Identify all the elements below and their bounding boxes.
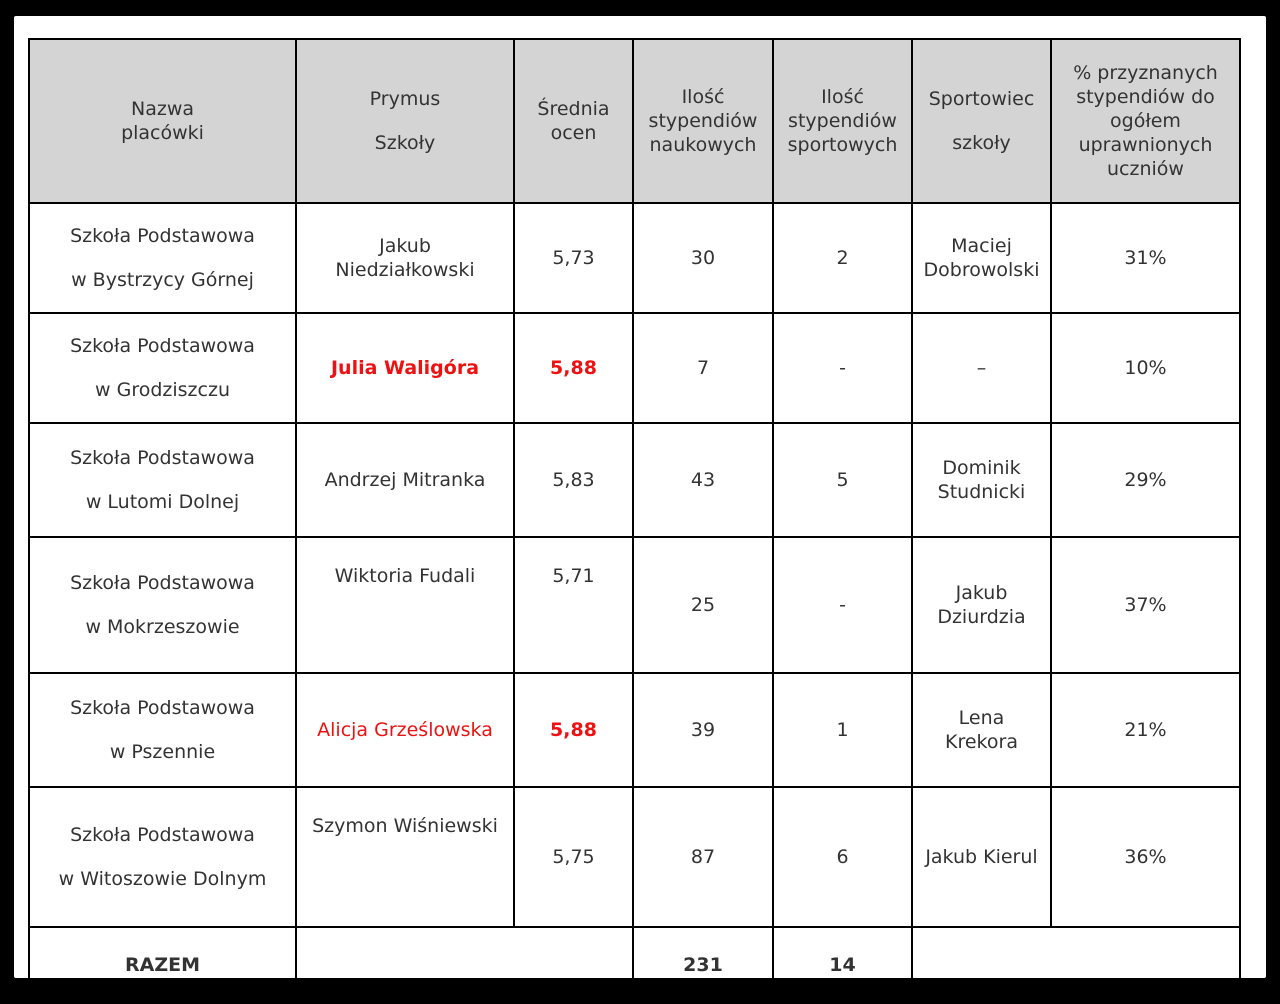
total-label: RAZEM <box>29 927 296 1003</box>
cell-top-student: Alicja Grześlowska <box>296 673 514 787</box>
header-sport-line1: Ilość <box>821 86 864 108</box>
school-line2: w Mokrzeszowie <box>85 616 240 638</box>
cell-average: 5,83 <box>514 423 633 537</box>
athlete-line1: Jakub <box>955 582 1008 604</box>
top-student-line1: Jakub <box>379 235 431 257</box>
cell-school <box>29 203 296 313</box>
table-row <box>29 203 1240 313</box>
cell-percent: 10% <box>1051 313 1240 423</box>
athlete-line2: Studnicki <box>937 481 1026 503</box>
table-row <box>29 787 1240 927</box>
total-empty-right <box>912 927 1240 1003</box>
athlete-line1: Dominik <box>942 457 1021 479</box>
cell-percent: 31% <box>1051 203 1240 313</box>
header-sport-line3: sportowych <box>787 134 898 156</box>
cell-science: 7 <box>633 313 773 423</box>
cell-top-student: Wiktoria Fudali <box>296 537 514 673</box>
cell-top-student <box>296 203 514 313</box>
cell-percent: 36% <box>1051 787 1240 927</box>
header-average-line1: Średnia <box>537 98 610 120</box>
athlete-line2: Dobrowolski <box>923 259 1040 281</box>
cell-sport: 2 <box>773 203 912 313</box>
scholarship-table <box>28 38 1241 1004</box>
header-average-line2: ocen <box>550 122 597 144</box>
cell-science: 39 <box>633 673 773 787</box>
cell-average: 5,88 <box>514 673 633 787</box>
cell-sport: 1 <box>773 673 912 787</box>
school-line1: Szkoła Podstawowa <box>70 697 255 719</box>
table-row <box>29 537 1240 673</box>
header-average <box>514 39 633 203</box>
header-athlete-line1: Sportowiec <box>928 88 1035 110</box>
cell-top-student: Andrzej Mitranka <box>296 423 514 537</box>
school-line1: Szkoła Podstawowa <box>70 225 255 247</box>
cell-science: 25 <box>633 537 773 673</box>
cell-science: 30 <box>633 203 773 313</box>
cell-athlete <box>912 537 1051 673</box>
cell-athlete: Jakub Kierul <box>912 787 1051 927</box>
table-row <box>29 673 1240 787</box>
total-sport: 14 <box>773 927 912 1003</box>
cell-top-student: Szymon Wiśniewski <box>296 787 514 927</box>
school-line1: Szkoła Podstawowa <box>70 335 255 357</box>
cell-athlete: – <box>912 313 1051 423</box>
athlete-line2: Krekora <box>945 731 1018 753</box>
cell-sport: 6 <box>773 787 912 927</box>
header-science-line2: stypendiów <box>648 110 758 132</box>
header-top-student-line1: Prymus <box>369 88 441 110</box>
cell-percent: 29% <box>1051 423 1240 537</box>
header-percent <box>1051 39 1240 203</box>
total-empty-left <box>296 927 633 1003</box>
header-athlete-line2: szkoły <box>952 132 1011 154</box>
header-school-line1: Nazwa <box>130 98 194 120</box>
header-athlete <box>912 39 1051 203</box>
school-line1: Szkoła Podstawowa <box>70 572 255 594</box>
top-student-line2: Niedziałkowski <box>335 259 475 281</box>
school-line2: w Witoszowie Dolnym <box>58 868 267 890</box>
cell-sport: - <box>773 313 912 423</box>
cell-athlete <box>912 673 1051 787</box>
cell-science: 87 <box>633 787 773 927</box>
cell-average: 5,73 <box>514 203 633 313</box>
school-line2: w Bystrzycy Górnej <box>71 269 254 291</box>
cell-average: 5,88 <box>514 313 633 423</box>
header-sport-line2: stypendiów <box>788 110 897 132</box>
table-row <box>29 313 1240 423</box>
athlete-line1: Maciej <box>951 235 1012 257</box>
header-science-line3: naukowych <box>649 134 757 156</box>
school-line1: Szkoła Podstawowa <box>70 447 255 469</box>
header-school <box>29 39 296 203</box>
cell-percent: 21% <box>1051 673 1240 787</box>
header-percent-line4: uprawnionych <box>1078 134 1213 156</box>
total-row <box>29 927 1240 1003</box>
header-percent-line2: stypendiów do <box>1076 86 1215 108</box>
cell-school <box>29 423 296 537</box>
cell-sport: - <box>773 537 912 673</box>
header-row <box>29 39 1240 203</box>
athlete-line2: Dziurdzia <box>937 606 1026 628</box>
cell-athlete <box>912 203 1051 313</box>
table-row <box>29 423 1240 537</box>
cell-school <box>29 673 296 787</box>
school-line2: w Grodziszczu <box>95 379 230 401</box>
header-percent-line1: % przyznanych <box>1073 62 1218 84</box>
cell-school <box>29 313 296 423</box>
header-percent-line5: uczniów <box>1107 158 1184 180</box>
header-science-scholarships <box>633 39 773 203</box>
school-line2: w Pszennie <box>109 741 216 763</box>
header-percent-line3: ogółem <box>1110 110 1181 132</box>
header-sport-scholarships <box>773 39 912 203</box>
school-line1: Szkoła Podstawowa <box>70 824 255 846</box>
cell-school <box>29 787 296 927</box>
header-school-line2: placówki <box>121 122 204 144</box>
total-science: 231 <box>633 927 773 1003</box>
cell-school <box>29 537 296 673</box>
cell-top-student: Julia Waligóra <box>296 313 514 423</box>
header-science-line1: Ilość <box>681 86 725 108</box>
header-top-student-line2: Szkoły <box>374 132 436 154</box>
cell-sport: 5 <box>773 423 912 537</box>
cell-athlete <box>912 423 1051 537</box>
header-top-student <box>296 39 514 203</box>
cell-average: 5,75 <box>514 787 633 927</box>
cell-science: 43 <box>633 423 773 537</box>
school-line2: w Lutomi Dolnej <box>85 491 240 513</box>
cell-average: 5,71 <box>514 537 633 673</box>
athlete-line1: Lena <box>958 707 1005 729</box>
cell-percent: 37% <box>1051 537 1240 673</box>
